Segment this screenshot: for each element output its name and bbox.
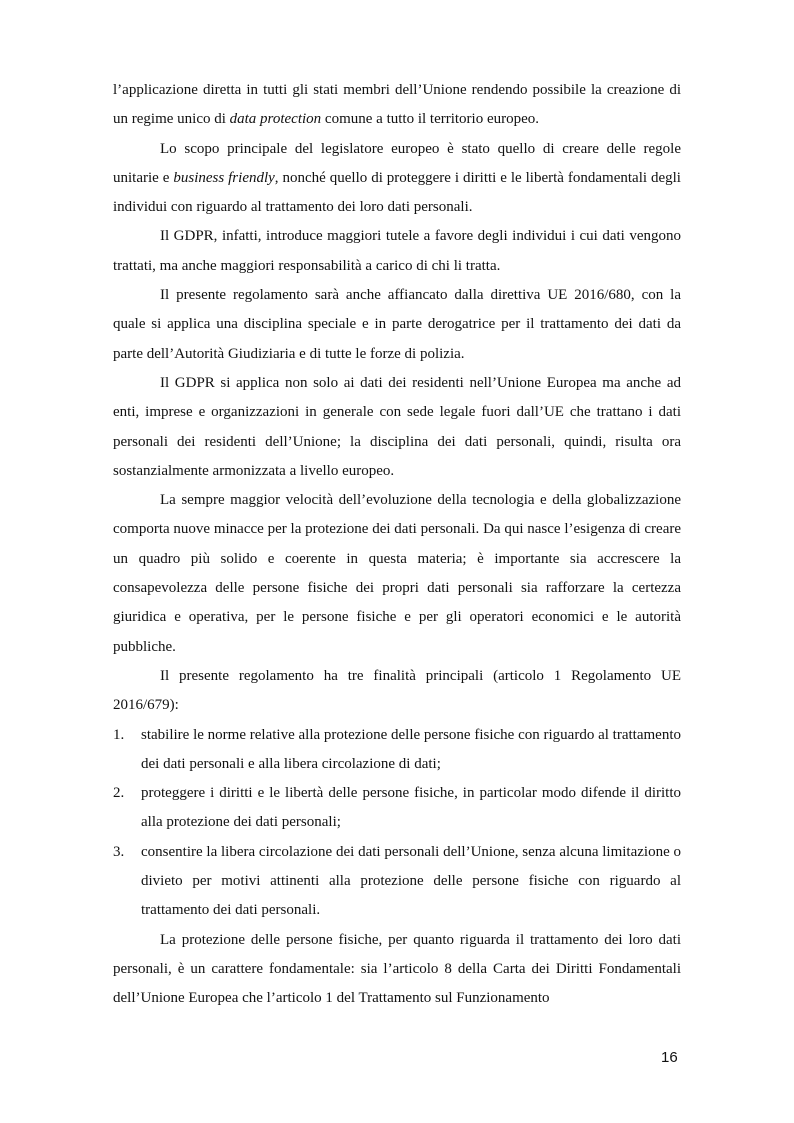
list-item — [113, 779, 681, 838]
numbered-list — [113, 721, 681, 926]
page-number: 16 — [661, 1049, 678, 1066]
paragraph: Il presente regolamento ha tre finalità principali (articolo 1 Regolamento UE 2016/679): — [113, 667, 681, 714]
paragraph: Il presente regolamento sarà anche affiancato dalla direttiva UE 2016/680, con la quale si applica una disciplina speciale e in parte derogatrice per il trattamento dei dati da parte dell’Autorità Giudiziaria e di tutte le forze di polizia. — [113, 287, 681, 362]
paragraph: La sempre maggior velocità dell’evoluzione della tecnologia e della globalizzazione comporta nuove minacce per la protezione dei dati personali. Da qui nasce l’esigenza di creare un quadro più solido e coerente in questa materia; è importante sia accrescere la consapevolezza delle persone fisiche dei propri dati personali sia rafforzare la certezza giuridica e operativa, per le persone fisiche e per gli operatori economici e le autorità pubbliche. — [113, 492, 681, 655]
paragraph: La protezione delle persone fisiche, per quanto riguarda il trattamento dei loro dati personali, è un carattere fondamentale: sia l’articolo 8 della Carta dei Diritti Fondamentali dell’Unione Europea che l’articolo 1 del Trattamento sul Funzionamento — [113, 931, 681, 1007]
italic-term: data protection — [229, 111, 322, 128]
italic-term: business friendly — [173, 169, 275, 186]
paragraph-continuation: l’applicazione diretta in tutti gli stati membri dell’Unione rendendo possibile la creazione di un regime unico di data protection comune a tutto il territorio europeo. — [113, 82, 681, 128]
paragraph: Il GDPR, infatti, introduce maggiori tutele a favore degli individui i cui dati vengono trattati, ma anche maggiori responsabilità a carico di chi li tratta. — [113, 228, 681, 274]
list-text: stabilire le norme relative alla protezione delle persone fisiche con riguardo al trattamento dei dati personali e alla libera circolazione di dati; — [141, 726, 681, 772]
list-number: 2. — [113, 785, 125, 802]
list-number: 1. — [113, 726, 125, 743]
list-text: consentire la libera circolazione dei dati personali dell’Unione, senza alcuna limitazione o divieto per motivi attinenti alla protezione delle persone fisiche con riguardo al trattamento dei dati personali. — [141, 843, 681, 919]
paragraph: Il GDPR si applica non solo ai dati dei residenti nell’Unione Europea ma anche ad enti, imprese e organizzazioni in generale con sede legale fuori dall’UE che trattano i dati personali dei residenti dell’Unione; la disciplina dei dati personali, quindi, risulta ora sostanzialmente armonizzata a livello europeo. — [113, 374, 681, 479]
list-number: 3. — [113, 843, 125, 860]
list-item — [113, 838, 681, 926]
paragraph: Lo scopo principale del legislatore europeo è stato quello di creare delle regole unitarie e business friendly, nonché quello di proteggere i diritti e le libertà fondamentali degli individui con riguardo al trattamento dei loro dati personali. — [113, 140, 681, 216]
list-item — [113, 721, 681, 780]
list-text: proteggere i diritti e le libertà delle persone fisiche, in particolar modo difende il diritto alla protezione dei dati personali; — [141, 785, 681, 831]
body-text — [113, 76, 681, 1014]
